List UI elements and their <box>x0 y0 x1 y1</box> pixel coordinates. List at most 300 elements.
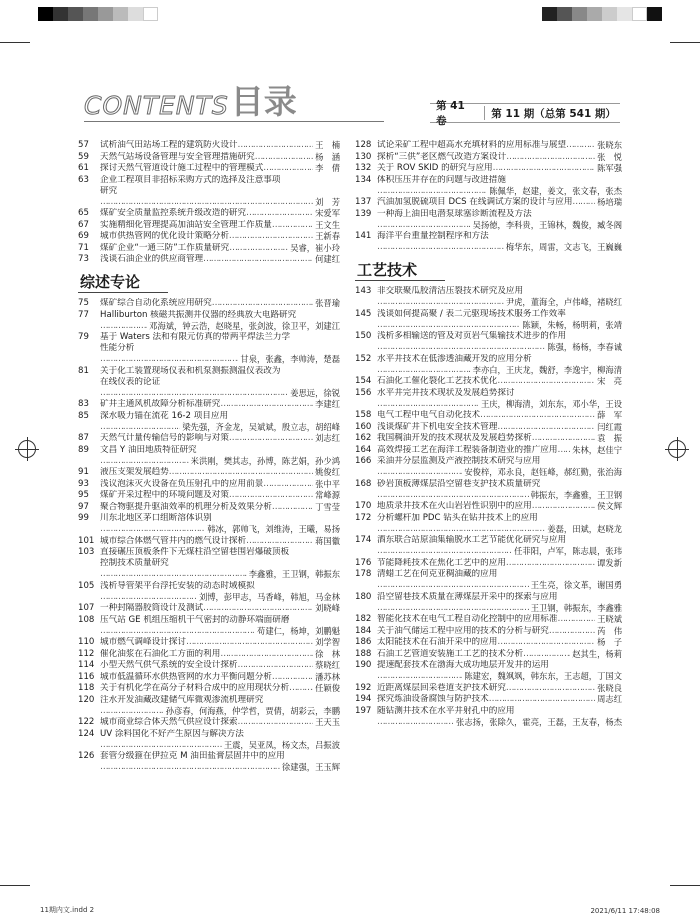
page-number: 87 <box>78 433 89 443</box>
leader-dots <box>557 614 595 625</box>
toc-entry[interactable] <box>355 309 622 331</box>
page-number: 152 <box>355 353 372 364</box>
toc-entry[interactable] <box>78 220 340 231</box>
page-number: 126 <box>78 751 95 761</box>
toc-entry[interactable] <box>78 603 340 614</box>
toc-entry[interactable] <box>78 140 340 151</box>
toc-entry[interactable] <box>78 672 340 683</box>
toc-entry[interactable] <box>355 422 622 433</box>
entry-authors: 薛 军 <box>597 410 622 420</box>
toc-entry[interactable] <box>355 152 622 163</box>
entry-authors: 王卫钢，韩振东，李鑫雅 <box>530 602 622 613</box>
entry-title: 城市燃气调峰设计探讨 <box>100 637 186 647</box>
entry-title: 近距离煤层回采巷道支护技术研究 <box>377 682 506 693</box>
entry-authors: 蒋国徽 <box>315 535 340 546</box>
leader-dots <box>100 422 180 433</box>
toc-entry[interactable] <box>78 332 340 365</box>
leader-dots <box>377 546 512 557</box>
toc-entry[interactable] <box>78 479 340 490</box>
entry-authors: 陈建宏，魏飒飒，韩东东，王志超，丁国文 <box>464 671 622 681</box>
toc-entry[interactable] <box>78 467 340 478</box>
toc-entry[interactable] <box>355 175 622 197</box>
left-top-entries <box>78 140 340 265</box>
entry-title: 石油工艺管道安装施工工艺的技术分析 <box>377 648 524 659</box>
entry-authors: 宋 亮 <box>597 376 622 386</box>
leader-dots <box>100 388 288 399</box>
leader-dots <box>289 683 313 694</box>
leader-dots <box>220 399 313 410</box>
page-number: 182 <box>355 614 372 624</box>
page-number: 197 <box>355 705 372 716</box>
page-number: 99 <box>78 513 89 523</box>
entry-authors: 徐建强，王玉辉 <box>281 762 340 772</box>
toc-entry[interactable] <box>355 388 622 410</box>
page-number: 97 <box>78 501 89 512</box>
entry-title: 城市商业综合体天然气供应设计探索 <box>100 717 238 727</box>
entry-authors: 张晓良 <box>597 682 622 693</box>
entry-authors: 王文生 <box>315 219 340 230</box>
entry-authors: 杨培瑞 <box>597 197 622 207</box>
entry-authors: 王天玉 <box>315 717 340 727</box>
entry-title: 水平井技术在低渗透油藏开发的应用分析 <box>377 353 532 364</box>
page-number: 188 <box>355 648 372 659</box>
toc-entry[interactable] <box>355 706 622 728</box>
toc-entry[interactable] <box>355 163 622 174</box>
entry-authors: 何建红 <box>315 254 340 264</box>
entry-title: 压气站 GE 机组压缩机干气密封的动静环端面研磨 <box>100 614 290 625</box>
entry-title: 研究 <box>100 185 118 196</box>
entry-title: 煤矿综合自动化系统应用研究 <box>100 298 212 308</box>
leader-dots <box>100 706 164 717</box>
entry-authors: 徐 林 <box>315 648 340 659</box>
toc-entry[interactable] <box>78 231 340 242</box>
entry-title: Halliburton 核磁共振测井仪器的经典放大电路研究 <box>100 309 297 320</box>
toc-entry[interactable] <box>355 626 622 637</box>
leader-dots <box>549 626 595 637</box>
page-number: 162 <box>355 433 372 443</box>
toc-entry[interactable] <box>78 717 340 728</box>
page-number: 83 <box>78 399 89 409</box>
section-title-technology: 工艺技术 <box>355 259 445 281</box>
entry-title: 水平井完井技术现状及发展趋势探讨 <box>377 387 515 398</box>
entry-title: 清蜡工艺在何克亚稠油藏的应用 <box>377 569 498 579</box>
page-number: 143 <box>355 286 372 296</box>
entry-title: 石油化工催化裂化工艺技术优化 <box>377 376 498 386</box>
entry-authors: 刘博，彭甲志，马香峰，韩旭，马金林 <box>198 591 340 602</box>
entry-authors: 梁先强，齐金龙，吴斌斌，殷立志，胡绍峰 <box>182 421 340 432</box>
toc-entry[interactable] <box>355 286 622 308</box>
entry-authors: 韩振东，李鑫雅，王卫钢 <box>530 489 622 500</box>
entry-title: 探究炼油设备腐蚀与防护技术 <box>377 694 489 704</box>
crop-mark <box>670 885 700 886</box>
toc-entry[interactable] <box>355 649 622 660</box>
leader-dots <box>169 467 313 478</box>
toc-entry[interactable] <box>78 637 340 648</box>
leader-dots <box>100 321 147 332</box>
toc-entry[interactable] <box>78 366 340 399</box>
page-number: 134 <box>355 174 372 185</box>
entry-authors: 刘晓峰 <box>315 603 340 613</box>
toc-entry[interactable] <box>355 354 622 376</box>
registration-mark-icon <box>18 440 36 458</box>
leader-dots <box>377 490 529 501</box>
right-column <box>355 140 622 728</box>
entry-title: 天然气计量传输信号的影响与对策 <box>100 433 229 443</box>
entry-authors: 王 楠 <box>315 140 340 150</box>
toc-entry[interactable] <box>78 254 340 265</box>
entry-authors: 任菲阳，卢军，陈志晨，张玮 <box>514 546 622 556</box>
entry-title: 沿空留巷技术质量在薄煤层开采中的探索与应用 <box>377 591 558 602</box>
toc-entry[interactable] <box>355 197 622 208</box>
toc-entry[interactable] <box>78 243 340 254</box>
page-number: 112 <box>78 648 95 659</box>
toc-entry[interactable] <box>355 569 622 591</box>
page-number: 89 <box>78 444 89 455</box>
page-number: 164 <box>355 444 372 455</box>
toc-entry[interactable] <box>78 399 340 410</box>
page-number: 118 <box>78 683 95 693</box>
entry-title: 砂岩顶板薄煤层沿空留巷支护技术质量研究 <box>377 478 541 489</box>
page-number: 130 <box>355 151 372 162</box>
toc-entry[interactable] <box>355 683 622 694</box>
page-number: 170 <box>355 501 372 511</box>
toc-entry[interactable] <box>78 411 340 433</box>
entry-title: 文昌 Y 油田地质特征研究 <box>100 444 197 455</box>
toc-entry[interactable] <box>355 445 622 456</box>
page-number: 57 <box>78 140 89 150</box>
toc-entry[interactable] <box>355 410 622 421</box>
page-number: 110 <box>78 637 95 647</box>
leader-dots <box>480 410 595 421</box>
leader-dots <box>377 365 471 376</box>
leader-dots <box>100 354 238 365</box>
entry-authors: 王晓斌 <box>597 614 622 624</box>
leader-dots <box>272 220 313 231</box>
page-number: 67 <box>78 219 89 230</box>
entry-authors: 周志红 <box>597 694 622 704</box>
leader-dots <box>497 422 595 433</box>
entry-title: 我国稠油开发的技术现状及发展趋势探析 <box>377 433 532 443</box>
entry-title: 浅谈煤矿井下机电安全技术管理 <box>377 421 498 432</box>
entry-authors: 苟建仁，杨坤，刘鹏魁 <box>257 625 340 636</box>
entry-title: 地质录井技术在火山岩岩性识别中的应用 <box>377 501 532 511</box>
page-number: 132 <box>355 163 372 173</box>
entry-title: 智能化技术在电气工程自动化控制中的应用标准 <box>377 614 558 624</box>
leader-dots <box>377 524 545 535</box>
page-number: 59 <box>78 151 89 162</box>
toc-entry[interactable] <box>78 683 340 694</box>
page-number: 69 <box>78 231 89 241</box>
entry-authors: 尹虎，董海全，卢伟峰，褚晓红 <box>505 297 622 307</box>
entry-authors: 梅华东，周雷，文志飞，王巍巍 <box>505 242 622 252</box>
leader-dots <box>203 603 313 614</box>
toc-entry[interactable] <box>78 536 340 547</box>
page-number: 122 <box>78 717 95 727</box>
entry-title: 聚合物驱提升驱油效率的机理分析及效果分析 <box>100 501 272 512</box>
entry-authors: 刘学智 <box>315 637 340 647</box>
entry-title: 浅谈如何提高聚 / 表二元驱现场技术服务工作效率 <box>377 308 566 319</box>
entry-authors: 王震，吴亚凤，杨文杰，吕振波 <box>223 739 340 750</box>
entry-authors: 陈军强 <box>597 163 622 173</box>
entry-authors: 刘 芳 <box>315 196 340 207</box>
page-number: 166 <box>355 456 372 466</box>
page-number: 174 <box>355 535 372 545</box>
entry-title: 关于 ROV SKID 的研究与应用 <box>377 163 493 173</box>
leader-dots <box>220 649 313 660</box>
page-number: 120 <box>78 694 95 705</box>
registration-mark-icon <box>668 440 686 458</box>
section-title-review: 综述专论 <box>78 271 168 293</box>
toc-entry[interactable] <box>355 614 622 625</box>
entry-authors: 孙彦春，何海燕，仲学哲，贾倩，胡彩云，李鹏 <box>165 705 340 716</box>
entry-authors: 陈佩华，赵建，姜文，张文春，张杰 <box>489 185 622 196</box>
toc-entry[interactable] <box>355 558 622 569</box>
entry-title: 性能分析 <box>100 343 135 353</box>
entry-authors: 丁雪莹 <box>315 501 340 512</box>
entry-authors: 李 倩 <box>315 163 340 173</box>
entry-title: 小型天然气供气系统的安全设计探析 <box>100 660 238 670</box>
entry-title: 节能降耗技术在焦化工艺中的应用 <box>377 557 506 568</box>
page-number: 116 <box>78 671 95 682</box>
entry-authors: 李鑫雅，王卫钢，韩振东 <box>248 569 340 579</box>
leader-dots <box>238 660 314 671</box>
entry-title: 川东北地区茅口组断溶体识别 <box>100 513 212 523</box>
crop-mark <box>0 885 30 886</box>
page-number: 73 <box>78 254 89 264</box>
entry-authors: 芮 伟 <box>597 625 622 636</box>
toc-entry[interactable] <box>355 637 622 648</box>
leader-dots <box>272 672 313 683</box>
entry-authors: 任颖俊 <box>315 683 340 693</box>
page-number: 75 <box>78 298 89 308</box>
leader-dots <box>566 140 595 151</box>
leader-dots <box>572 197 595 208</box>
toc-entry[interactable] <box>355 513 622 535</box>
entry-title: 太阳能技术在石油开采中的应用 <box>377 637 498 647</box>
toc-entry[interactable] <box>355 456 622 478</box>
entry-title: 浅谈石油企业的供应商管理 <box>100 254 204 264</box>
toc-entry[interactable] <box>355 231 622 253</box>
entry-authors: 甘泉，张鑫，李帅涛，楚磊 <box>240 354 340 364</box>
page-number: 137 <box>355 197 372 207</box>
entry-authors: 李建红 <box>315 399 340 409</box>
page-number: 154 <box>355 376 372 386</box>
entry-title: 非交联聚瓜胶清洁压裂技术研究及应用 <box>377 286 524 296</box>
toc-entry[interactable] <box>78 547 340 580</box>
leader-dots <box>263 479 313 490</box>
leader-dots <box>263 163 313 174</box>
entry-authors: 张中平 <box>315 478 340 489</box>
page-number: 141 <box>355 231 372 241</box>
page-number: 194 <box>355 694 372 704</box>
entry-authors: 潘苏林 <box>315 671 340 682</box>
page-number: 190 <box>355 660 372 670</box>
page-number: 114 <box>78 660 95 670</box>
entry-title: 采油井分层监测及产液控制技术研究与应用 <box>377 456 541 466</box>
page-number: 103 <box>78 547 95 557</box>
leader-dots <box>523 649 570 660</box>
toc-entry[interactable] <box>78 152 340 163</box>
header-rule <box>84 121 384 122</box>
toc-entry[interactable] <box>78 615 340 637</box>
entry-authors: 米洪刚，樊其志，孙博，陈艺娟，孙少鸿 <box>190 455 340 466</box>
leader-dots <box>100 524 205 535</box>
page-number: 77 <box>78 309 89 320</box>
leader-dots <box>238 140 314 151</box>
toc-entry[interactable] <box>78 433 340 444</box>
issue-info <box>430 100 620 127</box>
entry-authors: 宋爱军 <box>315 208 340 218</box>
entry-title: 浅析多相输送的管及对页岩气集输技术进步的作用 <box>377 331 567 341</box>
entry-authors: 王生亮，徐文革，谢国勇 <box>530 580 622 590</box>
print-grey-bar <box>542 7 662 21</box>
toc-entry[interactable] <box>355 140 622 151</box>
entry-authors: 安俊梓，邓永良，赵钰峰，郝红勤，张治海 <box>464 467 622 477</box>
toc-entry[interactable] <box>78 729 340 751</box>
toc-entry[interactable] <box>78 490 340 501</box>
entry-title: 煤矿开采过程中的环境问题及对策 <box>100 490 229 500</box>
page-number: 180 <box>355 591 372 602</box>
page-number: 93 <box>78 478 89 489</box>
entry-title: 天然气站场设备管理与安全管理措施研究 <box>100 151 255 162</box>
title-en: CONTENTS <box>84 91 229 120</box>
right-entries <box>355 286 622 728</box>
toc-entry[interactable] <box>78 445 340 467</box>
entry-title: 高效焊接工艺在海洋工程装备制造业的推广应用 <box>377 444 558 455</box>
entry-title: 催化油浆在石油化工方面的利用 <box>100 648 221 659</box>
toc-entry[interactable] <box>78 163 340 174</box>
entry-authors: 蔡晓红 <box>315 660 340 670</box>
toc-entry[interactable] <box>78 175 340 208</box>
contents-title <box>84 84 297 120</box>
leader-dots <box>377 717 454 728</box>
leader-dots <box>377 342 545 353</box>
entry-title: 直接碾压顶板条件下无煤柱沿空留巷围岩爆破顶板 <box>100 547 290 557</box>
leader-dots <box>229 231 313 242</box>
entry-title: 酒东联合站原油集输脱水工艺节能优化研究与应用 <box>377 535 567 545</box>
toc-entry[interactable] <box>355 501 622 512</box>
page-number: 85 <box>78 410 89 421</box>
toc-entry[interactable] <box>355 694 622 705</box>
toc-entry[interactable] <box>78 649 340 660</box>
toc-entry[interactable] <box>355 535 622 557</box>
leader-dots <box>100 456 189 467</box>
leader-dots <box>186 637 313 648</box>
leader-dots <box>203 254 313 265</box>
entry-authors: 朱林，赵佳宁 <box>572 444 622 455</box>
crop-mark <box>0 42 30 43</box>
entry-authors: 陈颖，朱畅，杨明莉，张靖 <box>522 319 622 330</box>
leader-dots <box>238 717 314 728</box>
page-number: 145 <box>355 308 372 319</box>
entry-authors: 张 悦 <box>597 151 622 162</box>
entry-authors: 张晋瑜 <box>315 298 340 308</box>
toc-entry[interactable] <box>78 208 340 219</box>
leader-dots <box>506 558 595 569</box>
left-entries <box>78 298 340 773</box>
leader-dots <box>100 626 255 637</box>
footer-timestamp: 2021/6/11 17:48:08 <box>590 907 660 915</box>
toc-entry[interactable] <box>78 695 340 717</box>
entry-title: 城市供热管网的优化设计策略分析 <box>100 231 229 241</box>
crop-mark <box>670 42 700 43</box>
leader-dots <box>377 399 479 410</box>
entry-title: 分析螺杆加 PDC 钻头在钻井技术上的应用 <box>377 512 538 523</box>
entry-authors: 邓海斌，钟云浩，赵晓星，张剑波，徐卫平，刘建江 <box>149 320 340 331</box>
entry-title: 煤矿安全质量监控系统升级改造的研究 <box>100 208 247 218</box>
leader-dots <box>272 502 313 513</box>
leader-dots <box>100 762 280 773</box>
page-number: 176 <box>355 557 372 568</box>
toc-entry[interactable] <box>78 513 340 535</box>
page-number: 107 <box>78 603 95 613</box>
toc-entry[interactable] <box>355 660 622 682</box>
entry-title: 深水吸力锚在流花 16-2 项目应用 <box>100 410 229 421</box>
entry-authors: 吴扬徳，李科贵，王锦林，魏俊，臧冬阁 <box>472 219 622 230</box>
toc-entry[interactable] <box>78 751 340 773</box>
title-zh: 目录 <box>230 82 297 121</box>
entry-title: 探析“三供”老区燃气改造方案设计 <box>377 151 507 162</box>
leader-dots <box>246 208 313 219</box>
entry-authors: 谭发新 <box>597 557 622 568</box>
leader-dots <box>377 320 520 331</box>
entry-authors: 赵其生，杨莉 <box>572 648 622 659</box>
page-number: 172 <box>355 512 372 523</box>
leader-dots <box>532 501 595 512</box>
entry-title: 一种海上油田电潜泵球塞诊断流程及方法 <box>377 208 532 219</box>
right-top-entries <box>355 140 622 253</box>
entry-title: 关于油气储运工程中应用的技术的分析与研究 <box>377 625 549 636</box>
toc-entry[interactable] <box>355 331 622 353</box>
toc-entry[interactable] <box>78 660 340 671</box>
page-number: 95 <box>78 490 89 500</box>
page-number: 81 <box>78 365 89 376</box>
page-number: 63 <box>78 174 89 185</box>
entry-title: 实施精细化管理提高加油站安全管理工作质量 <box>100 219 272 230</box>
toc-entry[interactable] <box>78 298 340 309</box>
entry-authors: 姚俊红 <box>315 467 340 477</box>
toc-entry[interactable] <box>78 581 340 603</box>
entry-authors: 张晓东 <box>597 140 622 150</box>
toc-entry[interactable] <box>355 376 622 387</box>
leader-dots <box>255 152 313 163</box>
entry-title: 液压支架发展趋势 <box>100 467 169 477</box>
toc-entry[interactable] <box>78 502 340 513</box>
footer-file: 11期内文.indd 2 <box>40 906 95 914</box>
volume-label: 第 41 卷 <box>436 100 465 127</box>
page-number: 184 <box>355 625 372 636</box>
toc-entry[interactable] <box>355 433 622 444</box>
entry-title: 浅析导管架平台浮托安装的动态时域模拟 <box>100 580 255 591</box>
entry-title: UV 涂料国化不好产生原因与解决方法 <box>100 728 244 739</box>
leader-dots <box>532 433 595 444</box>
toc-entry[interactable] <box>78 310 340 332</box>
toc-entry[interactable] <box>355 592 622 614</box>
entry-authors: 陈强，杨杨，李春诚 <box>547 342 622 352</box>
toc-entry[interactable] <box>355 479 622 501</box>
page-number: 139 <box>355 208 372 219</box>
leader-dots <box>377 297 504 308</box>
leader-dots <box>229 490 313 501</box>
leader-dots <box>377 467 462 478</box>
entry-authors: 杨 涵 <box>315 151 340 162</box>
entry-title: 探讨天然气管道设计施工过程中的管理模式 <box>100 163 264 173</box>
toc-entry[interactable] <box>355 209 622 231</box>
leader-dots <box>377 603 529 614</box>
page-number: 79 <box>78 332 89 342</box>
leader-dots <box>377 671 462 682</box>
leader-dots <box>100 197 313 208</box>
